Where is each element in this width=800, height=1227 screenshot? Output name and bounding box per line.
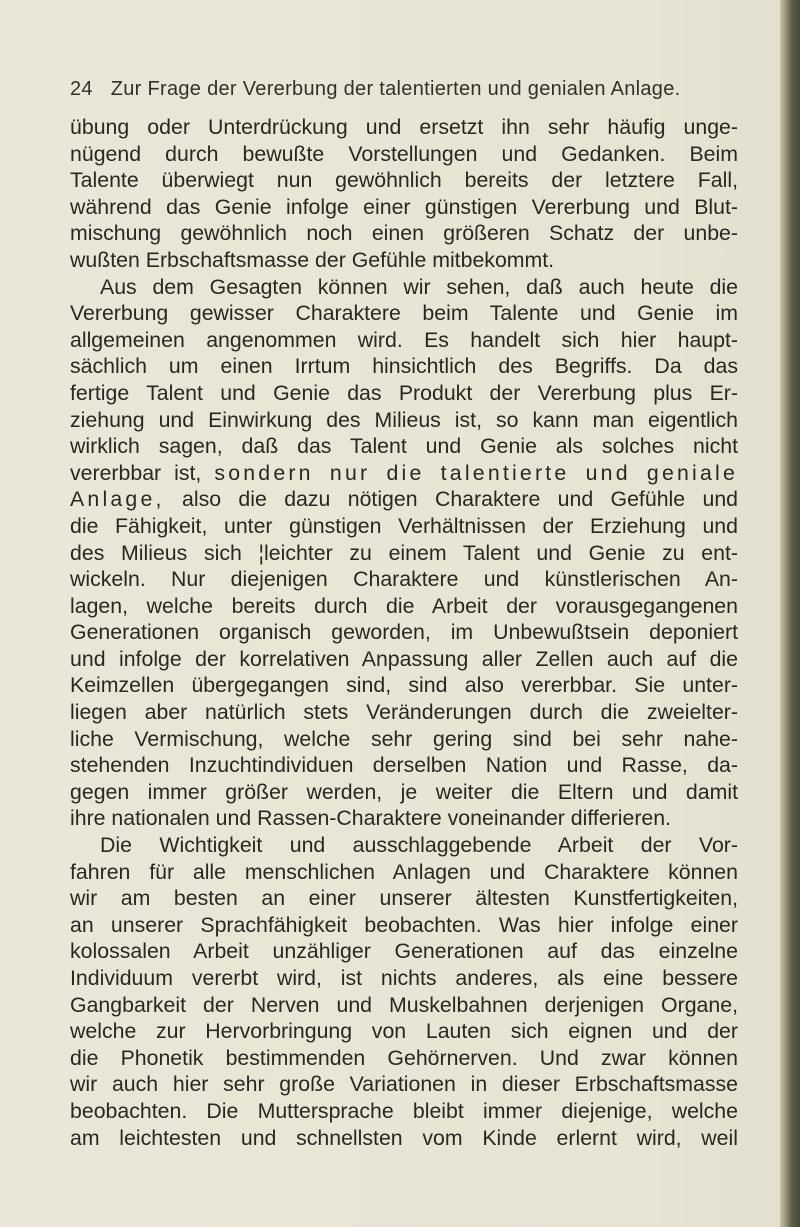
text-line: des Milieus sich ¦leichter zu einem Talent und Genie zu ent- bbox=[70, 540, 738, 565]
text-line: beobachten. Die Muttersprache bleibt immer diejenige, welche bbox=[70, 1098, 738, 1123]
running-header bbox=[70, 78, 760, 101]
text-line: während das Genie infolge einer günstigen Vererbung und Blut- bbox=[70, 194, 738, 219]
text-line: und infolge der korrelativen Anpassung aller Zellen auch auf die bbox=[70, 646, 738, 671]
text-line: Die Wichtigkeit und ausschlaggebende Arbeit der Vor- bbox=[100, 833, 738, 858]
text-line: nügend durch bewußte Vorstellungen und Gedanken. Beim bbox=[70, 141, 738, 166]
text-line: allgemeinen angenommen wird. Es handelt sich hier haupt- bbox=[70, 327, 738, 352]
text-line: Talente überwiegt nun gewöhnlich bereits der letztere Fall, bbox=[70, 168, 738, 193]
text-line: liche Vermischung, welche sehr gering sind bei sehr nahe- bbox=[70, 726, 738, 751]
page-binding-edge bbox=[780, 0, 800, 1227]
text-line: am leichtesten und schnellsten vom Kinde erlernt wird, weil bbox=[70, 1125, 738, 1150]
text-line: kolossalen Arbeit unzähliger Generationen auf das einzelne bbox=[70, 939, 738, 964]
text-fragment: also die dazu nötigen Charaktere und Gefühle und bbox=[182, 487, 739, 512]
text-line: übung oder Unterdrückung und ersetzt ihn sehr häufig unge- bbox=[70, 115, 738, 139]
text-line: ihre nationalen und Rassen-Charaktere voneinander differieren. bbox=[70, 806, 672, 831]
text-line-mixed bbox=[70, 460, 738, 487]
emphasized-text: Anlage, bbox=[70, 487, 165, 512]
running-title: Zur Frage der Vererbung der talentierten und genialen Anlage. bbox=[110, 78, 681, 100]
text-line: lagen, welche bereits durch die Arbeit der vorausgegangenen bbox=[70, 593, 738, 618]
text-line: Vererbung gewisser Charaktere beim Talente und Genie im bbox=[70, 301, 738, 326]
text-line: wußten Erbschaftsmasse der Gefühle mitbekommt. bbox=[70, 247, 555, 272]
text-line: sächlich um einen Irrtum hinsichtlich des Begriffs. Da das bbox=[70, 354, 738, 379]
text-line: Generationen organisch geworden, im Unbewußtsein deponiert bbox=[70, 620, 738, 645]
text-line: gegen immer größer werden, je weiter die Eltern und damit bbox=[70, 779, 738, 804]
text-line: wickeln. Nur diejenigen Charaktere und künstlerischen An- bbox=[70, 567, 738, 592]
text-line: Keimzellen übergegangen sind, sind also vererbbar. Sie unter- bbox=[70, 673, 738, 698]
text-line: Gangbarkeit der Nerven und Muskelbahnen derjenigen Organe, bbox=[70, 992, 738, 1017]
text-line-mixed bbox=[70, 486, 738, 513]
text-line: die Fähigkeit, unter günstigen Verhältnissen der Erziehung und bbox=[70, 513, 738, 538]
text-line: stehenden Inzuchtindividuen derselben Nation und Rasse, da- bbox=[70, 753, 738, 778]
text-line: Individuum vererbt wird, ist nichts anderes, als eine bessere bbox=[70, 966, 738, 990]
text-line: fahren für alle menschlichen Anlagen und Charaktere können bbox=[70, 859, 738, 884]
text-line: wir auch hier sehr große Variationen in dieser Erbschaftsmasse bbox=[70, 1072, 738, 1097]
text-line: welche zur Hervorbringung von Lauten sich eignen und der bbox=[70, 1019, 738, 1044]
text-line: an unserer Sprachfähigkeit beobachten. Was hier infolge einer bbox=[70, 912, 738, 937]
body-text bbox=[70, 114, 738, 1151]
text-fragment: vererbbar ist, bbox=[70, 460, 202, 485]
text-line: mischung gewöhnlich noch einen größeren Schatz der unbe- bbox=[70, 221, 738, 246]
text-line: wir am besten an einer unserer ältesten Kunstfertigkeiten, bbox=[70, 886, 738, 911]
text-line: die Phonetik bestimmenden Gehörnerven. Und zwar können bbox=[70, 1045, 738, 1070]
page-number: 24 bbox=[70, 78, 93, 100]
text-line: wirklich sagen, daß das Talent und Genie als solches nicht bbox=[70, 434, 738, 459]
emphasized-text: sondern nur die talentierte und geniale bbox=[214, 460, 739, 485]
text-line: Aus dem Gesagten können wir sehen, daß auch heute die bbox=[100, 274, 738, 299]
text-line: fertige Talent und Genie das Produkt der Vererbung plus Er- bbox=[70, 380, 738, 405]
text-line: ziehung und Einwirkung des Milieus ist, so kann man eigentlich bbox=[70, 407, 738, 432]
text-line: liegen aber natürlich stets Veränderungen durch die zweielter- bbox=[70, 700, 738, 725]
